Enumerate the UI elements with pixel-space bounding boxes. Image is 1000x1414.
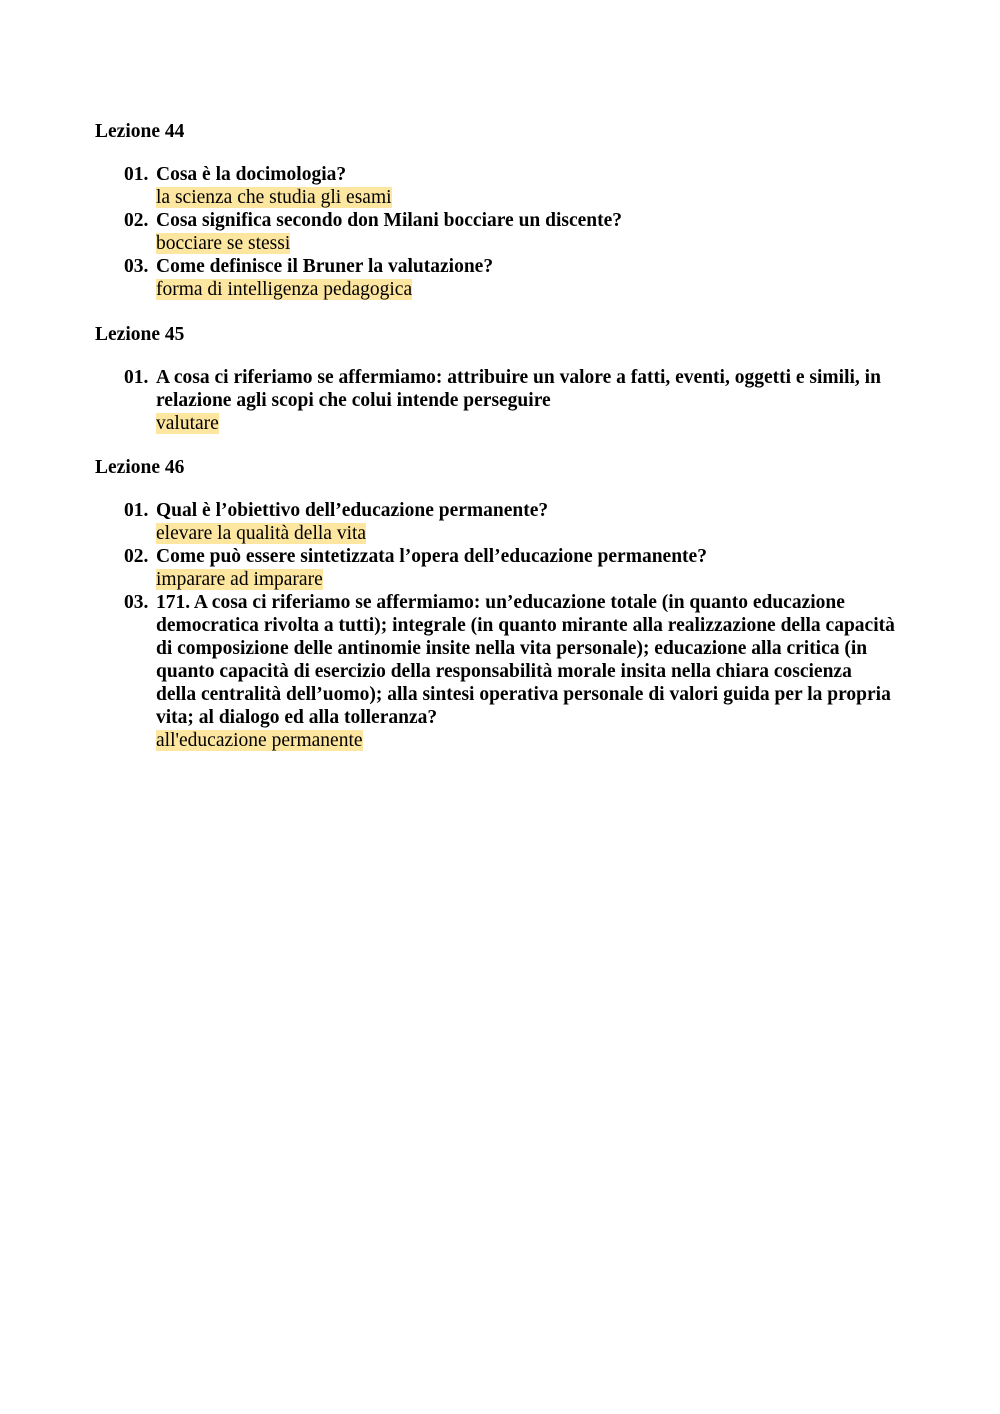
answer-highlight: elevare la qualità della vita — [156, 523, 367, 544]
question-list — [95, 366, 915, 435]
lesson-section — [95, 120, 915, 301]
answer-highlight: bocciare se stessi — [156, 233, 291, 254]
lesson-title: Lezione 45 — [95, 324, 185, 345]
question-number: 03. — [124, 592, 149, 613]
question-item — [95, 545, 915, 591]
question-text: Come può essere sintetizzata l’opera dell’educazione permanente? — [156, 546, 707, 567]
question-number: 01. — [124, 367, 149, 388]
question-number: 03. — [124, 256, 149, 277]
question-list — [95, 499, 915, 752]
question-number: 02. — [124, 546, 149, 567]
question-item — [95, 591, 915, 752]
question-list — [95, 163, 915, 301]
question-number: 02. — [124, 210, 149, 231]
lesson-section — [95, 323, 915, 435]
question-item — [95, 163, 915, 209]
answer-highlight: forma di intelligenza pedagogica — [156, 279, 413, 300]
lesson-section — [95, 456, 915, 752]
question-text: A cosa ci riferiamo se affermiamo: attribuire un valore a fatti, eventi, oggetti e simili, in relazione agli scopi che colui intende perseguire — [156, 367, 881, 411]
question-item — [95, 499, 915, 545]
question-text: Come definisce il Bruner la valutazione? — [156, 256, 494, 277]
question-text: Qual è l’obiettivo dell’educazione permanente? — [156, 500, 549, 521]
question-item — [95, 366, 915, 435]
answer-highlight: la scienza che studia gli esami — [156, 187, 392, 208]
question-text: Cosa significa secondo don Milani bocciare un discente? — [156, 210, 623, 231]
lesson-title: Lezione 44 — [95, 121, 185, 142]
question-text: 171. A cosa ci riferiamo se affermiamo: un’educazione totale (in quanto educazione democratica rivolta a tutti); integrale (in quanto mirante alla realizzazione della capacità di composizione delle antinomie insite nella vita personale); educazione alla critica (in quanto capacità di esercizio della responsabilità morale insita nella chiara coscienza della centralità dell’uomo); alla sintesi operativa personale di valori guida per la propria vita; al dialogo ed alla tolleranza? — [156, 592, 895, 728]
question-text: Cosa è la docimologia? — [156, 164, 347, 185]
lesson-title: Lezione 46 — [95, 457, 185, 478]
question-item — [95, 209, 915, 255]
answer-highlight: valutare — [156, 413, 219, 434]
answer-highlight: imparare ad imparare — [156, 569, 323, 590]
question-number: 01. — [124, 164, 149, 185]
answer-highlight: all'educazione permanente — [156, 730, 363, 751]
question-number: 01. — [124, 500, 149, 521]
question-item — [95, 255, 915, 301]
